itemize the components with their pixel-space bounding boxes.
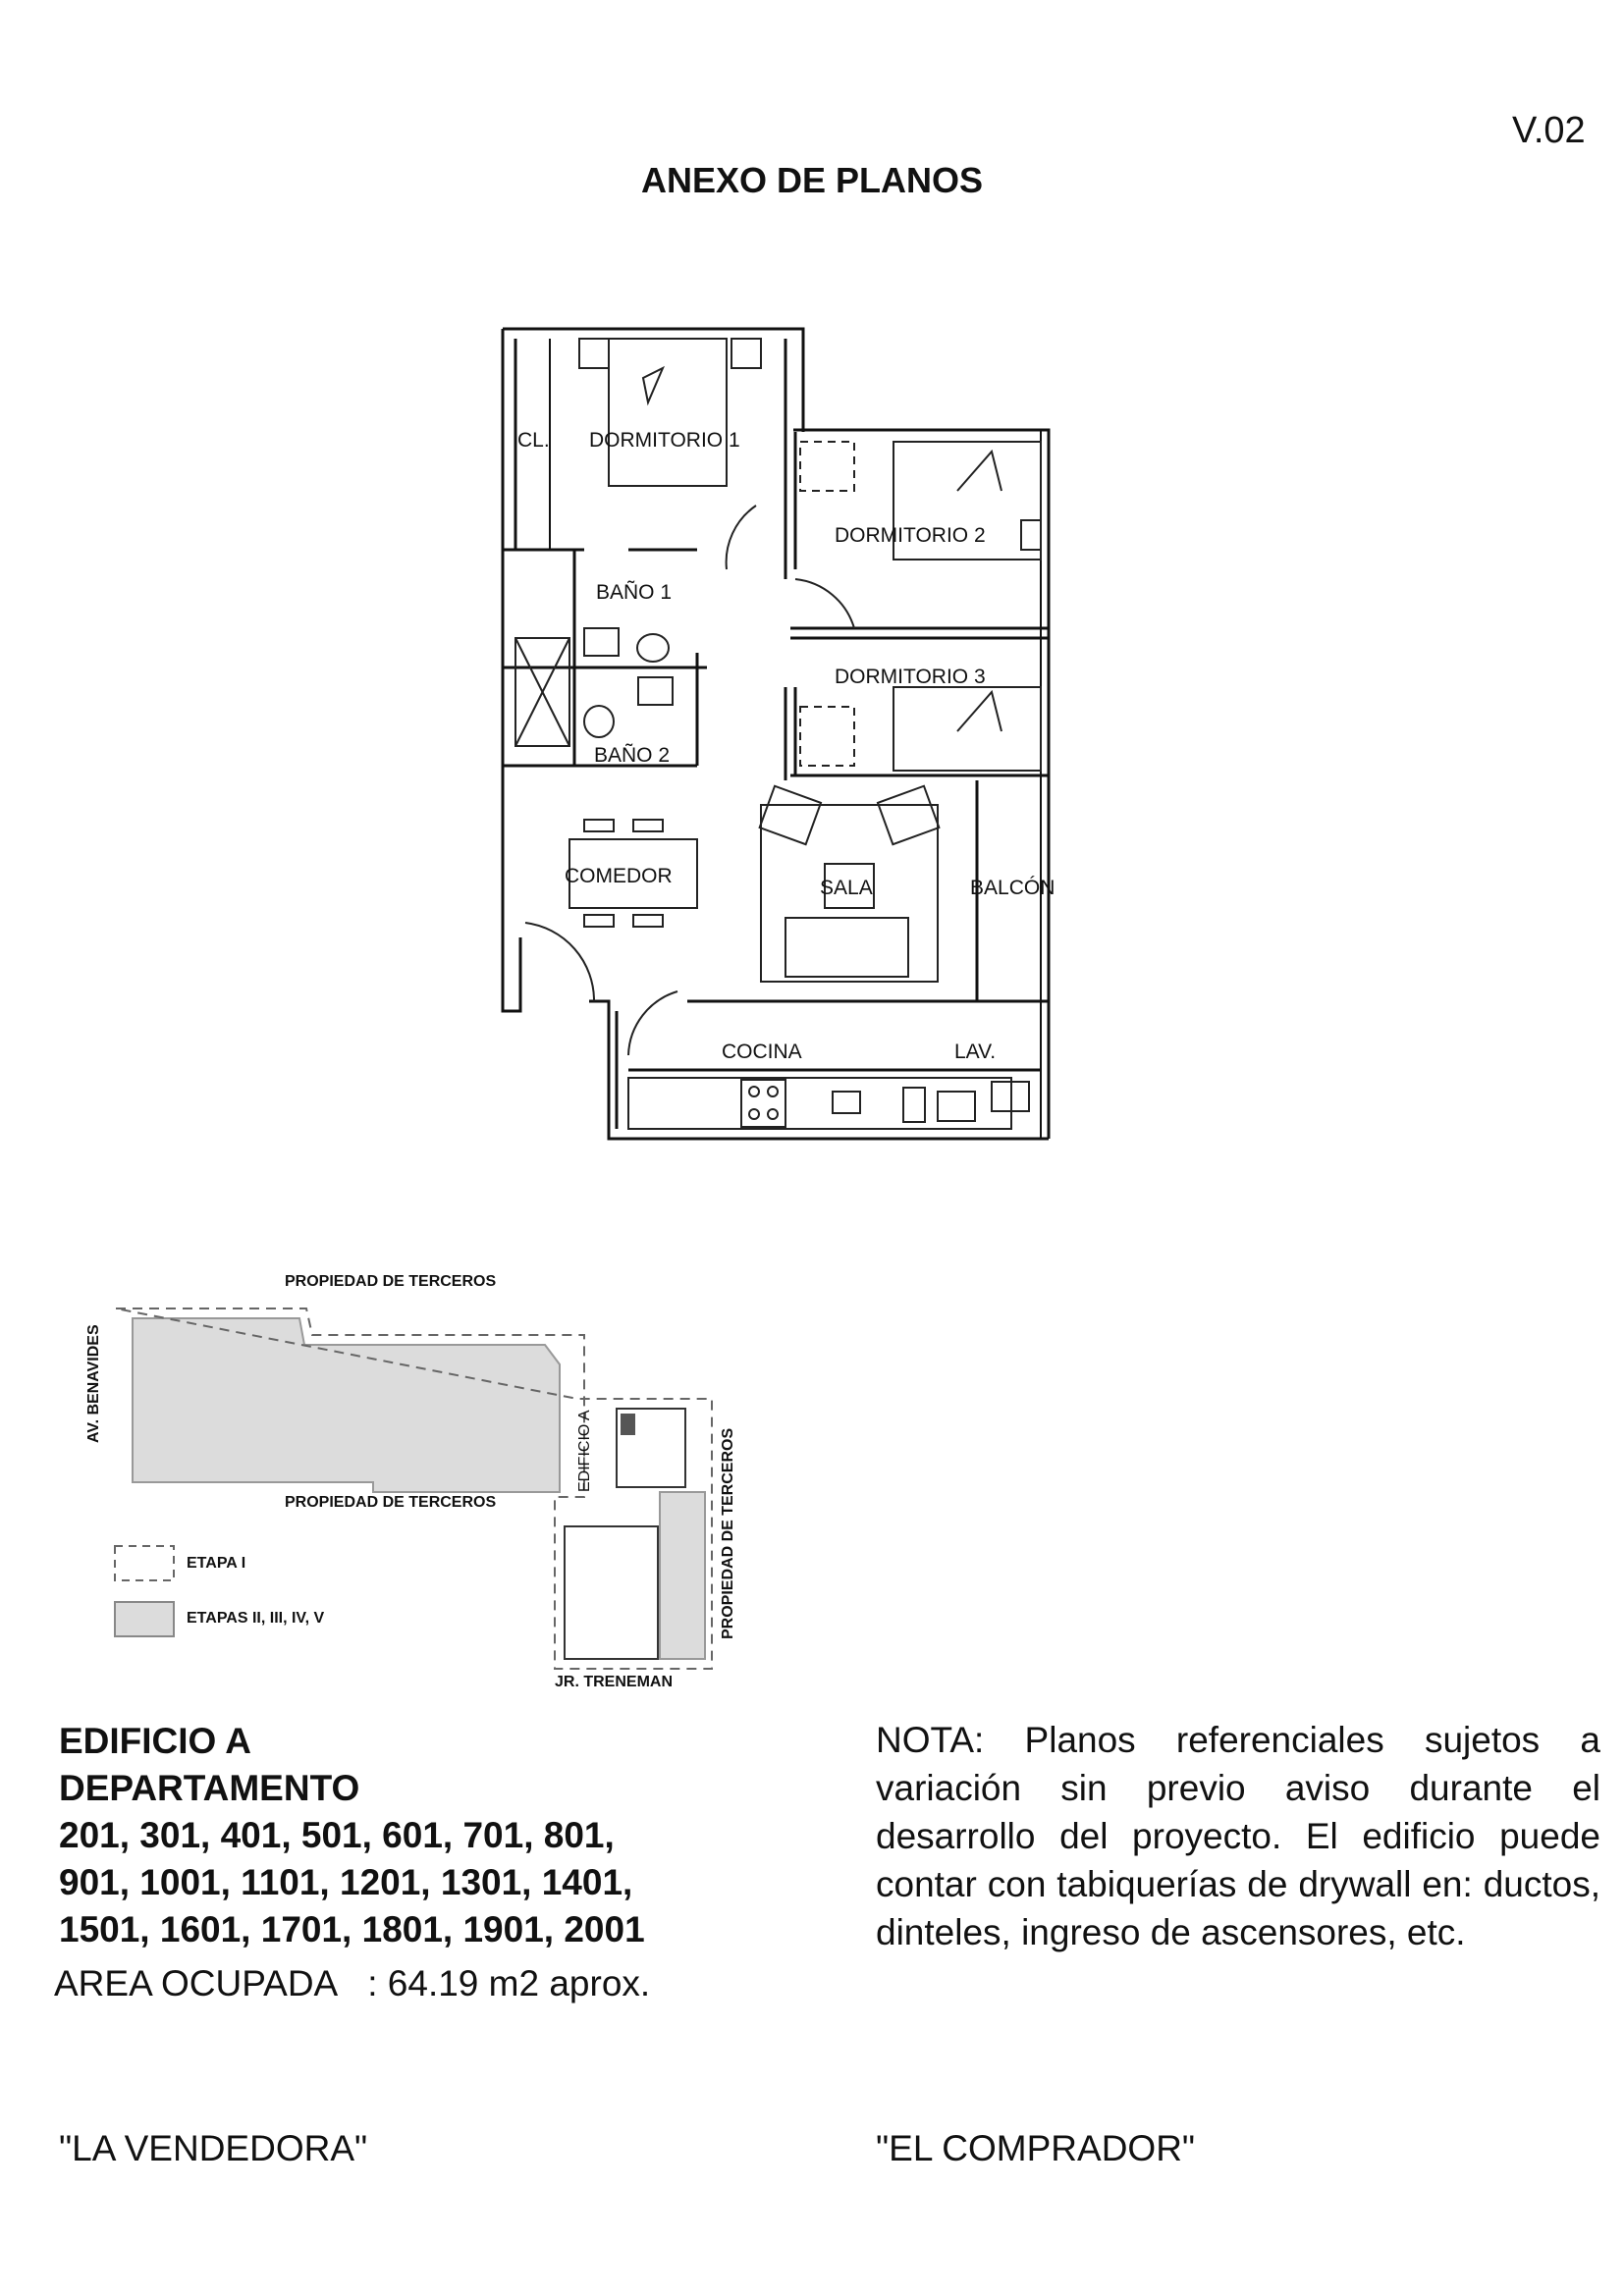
site-label-benavides: AV. BENAVIDES (85, 1324, 102, 1443)
site-label-treneman: JR. TRENEMAN (555, 1674, 674, 1690)
room-label-sala: SALA (820, 877, 873, 899)
building-name: EDIFICIO A (59, 1721, 251, 1761)
page-title: ANEXO DE PLANOS (640, 160, 984, 200)
area-row (54, 1959, 707, 2008)
room-label-comedor: COMEDOR (565, 865, 673, 887)
legend-swatch-etapas (115, 1602, 174, 1636)
site-label-right: PROPIEDAD DE TERCEROS (720, 1427, 736, 1639)
legend-label-etapas: ETAPAS II, III, IV, V (187, 1610, 325, 1627)
etapas-area (133, 1318, 560, 1492)
room-label-dormitorio-2: DORMITORIO 2 (835, 524, 986, 547)
seller-signature-label: "LA VENDEDORA" (59, 2128, 368, 2168)
room-label-bano-1: BAÑO 1 (596, 581, 673, 604)
unit-heading: DEPARTAMENTO (59, 1768, 360, 1808)
room-label-bano-2: BAÑO 2 (594, 744, 671, 767)
site-label-top: PROPIEDAD DE TERCEROS (285, 1273, 497, 1290)
room-label-cocina: COCINA (722, 1041, 802, 1063)
room-label-lav: LAV. (954, 1041, 997, 1063)
units-line-2: 901, 1001, 1101, 1201, 1301, 1401, (59, 1862, 633, 1902)
buyer-signature-label: "EL COMPRADOR" (876, 2128, 1196, 2168)
units-line-3: 1501, 1601, 1701, 1801, 1901, 2001 (59, 1909, 645, 1949)
room-label-closet: CL. (517, 429, 550, 452)
area-value: : 64.19 m2 aprox. (367, 1963, 651, 2003)
unit-info (54, 1718, 707, 2008)
disclaimer-note: NOTA: Planos referenciales sujetos a variación sin previo aviso durante el desarrollo del proyecto. El edificio puede contar con tabiquerías de drywall en: ductos, dinteles, ingreso de ascensores, etc. (876, 1720, 1600, 1952)
units-line-1: 201, 301, 401, 501, 601, 701, 801, (59, 1815, 615, 1855)
room-label-balcon: BALCÓN (970, 877, 1056, 899)
legend-swatch-etapa-1 (115, 1546, 174, 1580)
legend-label-etapa-1: ETAPA I (187, 1555, 246, 1572)
site-label-edificio: EDIFICIO A (576, 1410, 593, 1492)
room-label-dormitorio-1: DORMITORIO 1 (589, 429, 740, 452)
site-label-middle: PROPIEDAD DE TERCEROS (285, 1494, 497, 1511)
area-label: AREA OCUPADA (54, 1963, 339, 2003)
version-label: V.02 (1512, 110, 1586, 151)
room-label-dormitorio-3: DORMITORIO 3 (835, 666, 986, 688)
